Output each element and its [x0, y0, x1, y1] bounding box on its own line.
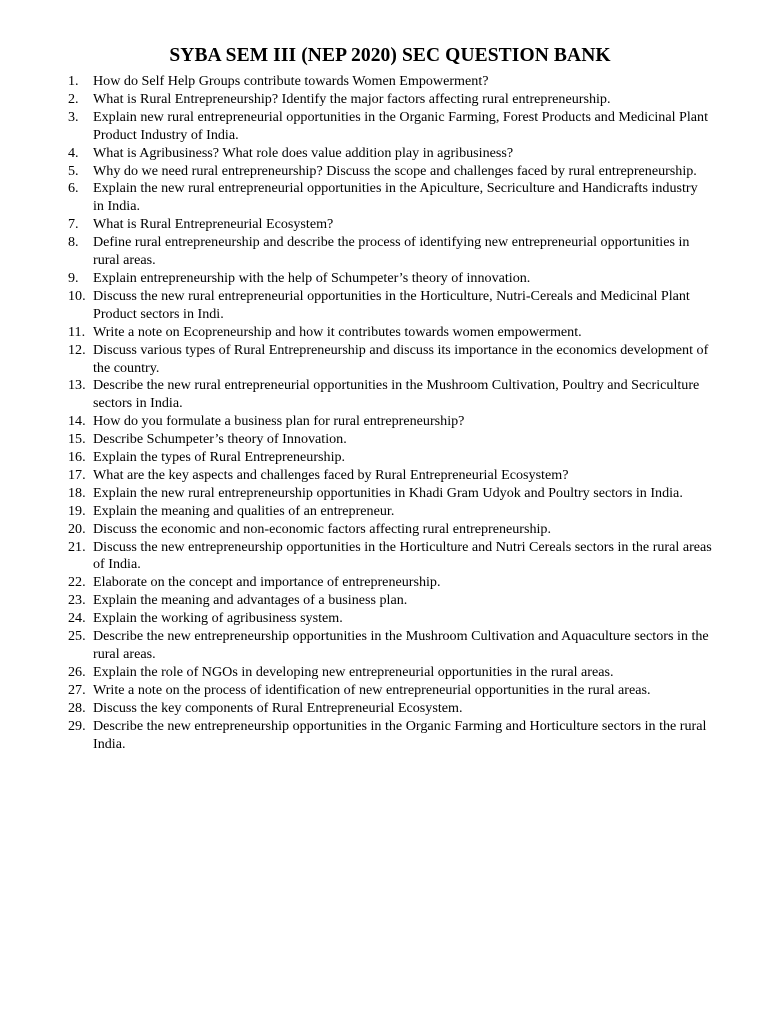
question-text: What is Agribusiness? What role does value addition play in agribusiness? — [93, 144, 514, 161]
question-text: Write a note on the process of identification of new entrepreneurial opportunities in the rural areas. — [93, 681, 651, 698]
question-number: 12. — [68, 341, 86, 358]
question-text: What is Rural Entrepreneurship? Identify the major factors affecting rural entrepreneurship. — [93, 90, 611, 107]
question-text: Describe Schumpeter’s theory of Innovation. — [93, 431, 347, 448]
question-text: What are the key aspects and challenges faced by Rural Entrepreneurial Ecosystem? — [93, 466, 569, 483]
question-number: 10. — [68, 287, 86, 304]
question-number: 26. — [68, 663, 86, 680]
question-text: Discuss the economic and non-economic factors affecting rural entrepreneurship. — [93, 520, 552, 537]
question-text: How do Self Help Groups contribute towards Women Empowerment? — [93, 73, 489, 89]
question-number: 9. — [68, 269, 79, 286]
question-number: 23. — [68, 592, 86, 609]
question-text: Describe the new entrepreneurship opportunities in the Organic Farming and Horticulture sectors in the rural India. — [93, 717, 707, 752]
question-number: 25. — [68, 628, 86, 645]
question-number: 1. — [68, 73, 79, 89]
question-number: 17. — [68, 466, 86, 483]
question-text: Discuss the new entrepreneurship opportunities in the Horticulture and Nutri Cereals sectors in the rural areas of India. — [93, 538, 712, 573]
question-number: 15. — [68, 431, 86, 448]
question-number: 5. — [68, 162, 79, 179]
question-item — [68, 503, 712, 521]
question-number: 28. — [68, 699, 86, 716]
question-text: Describe the new entrepreneurship opportunities in the Mushroom Cultivation and Aquaculture sectors in the rural areas. — [93, 628, 709, 662]
question-text: Explain the role of NGOs in developing new entrepreneurial opportunities in the rural areas. — [93, 663, 614, 680]
question-item — [68, 145, 712, 163]
question-item — [68, 592, 712, 610]
question-number: 3. — [68, 108, 79, 125]
question-item — [68, 718, 712, 754]
question-number: 18. — [68, 484, 86, 501]
question-number: 16. — [68, 449, 86, 466]
question-text: Explain the meaning and advantages of a business plan. — [93, 592, 408, 609]
question-text: What is Rural Entrepreneurial Ecosystem? — [93, 216, 334, 233]
question-number: 14. — [68, 413, 86, 430]
question-item — [68, 574, 712, 592]
question-item — [68, 413, 712, 431]
question-number: 21. — [68, 538, 86, 555]
question-item — [68, 682, 712, 700]
page-title: SYBA SEM III (NEP 2020) SEC QUESTION BANK — [169, 45, 611, 66]
question-item — [68, 234, 712, 270]
question-number: 11. — [68, 323, 86, 340]
question-number: 13. — [68, 377, 86, 394]
question-text: Define rural entrepreneurship and describe the process of identifying new entrepreneurial opportunities in rural areas. — [93, 234, 690, 269]
question-text: How do you formulate a business plan for rural entrepreneurship? — [93, 413, 465, 430]
question-text: Explain entrepreneurship with the help of Schumpeter’s theory of innovation. — [93, 269, 531, 286]
question-number: 20. — [68, 520, 86, 537]
question-text: Explain the meaning and qualities of an entrepreneur. — [93, 502, 395, 519]
question-text: Describe the new rural entrepreneurial opportunities in the Mushroom Cultivation, Poultry and Secriculture sectors in India. — [93, 377, 700, 412]
question-item — [68, 73, 712, 91]
question-text: Discuss various types of Rural Entrepreneurship and discuss its importance in the economics development of the country. — [93, 341, 709, 376]
question-item — [68, 449, 712, 467]
question-item — [68, 342, 712, 378]
question-number: 8. — [68, 234, 79, 251]
question-text: Write a note on Ecopreneurship and how it contributes towards women empowerment. — [93, 323, 582, 340]
question-text: Explain the types of Rural Entrepreneurship. — [93, 449, 346, 466]
question-item — [68, 610, 712, 628]
question-item — [68, 109, 712, 145]
question-text: Explain new rural entrepreneurial opportunities in the Organic Farming, Forest Products and Medicinal Plant Product Industry of India. — [93, 108, 709, 143]
question-item — [68, 216, 712, 234]
question-item — [68, 539, 712, 575]
question-number: 4. — [68, 144, 79, 161]
question-number: 24. — [68, 610, 86, 627]
question-number: 6. — [68, 180, 79, 197]
question-text: Why do we need rural entrepreneurship? Discuss the scope and challenges faced by rural entrepreneurship. — [93, 162, 697, 179]
question-list — [68, 73, 712, 753]
question-number: 2. — [68, 90, 79, 107]
question-item — [68, 270, 712, 288]
question-text: Explain the working of agribusiness system. — [93, 610, 343, 627]
question-item — [68, 163, 712, 181]
question-text: Explain the new rural entrepreneurial opportunities in the Apiculture, Secriculture and Handicrafts industry in India. — [93, 180, 698, 215]
question-number: 29. — [68, 717, 86, 734]
question-item — [68, 664, 712, 682]
question-number: 27. — [68, 681, 86, 698]
question-item — [68, 288, 712, 324]
question-text: Explain the new rural entrepreneurship opportunities in Khadi Gram Udyok and Poultry sectors in India. — [93, 484, 683, 501]
question-item — [68, 521, 712, 539]
question-item — [68, 324, 712, 342]
question-item — [68, 485, 712, 503]
question-text: Discuss the new rural entrepreneurial opportunities in the Horticulture, Nutri-Cereals and Medicinal Plant Product sectors in Indi. — [93, 287, 690, 322]
question-item — [68, 180, 712, 216]
question-number: 22. — [68, 574, 86, 591]
question-item — [68, 91, 712, 109]
question-text: Elaborate on the concept and importance of entrepreneurship. — [93, 574, 441, 591]
question-item — [68, 467, 712, 485]
question-item — [68, 377, 712, 413]
question-number: 7. — [68, 216, 79, 233]
question-item — [68, 700, 712, 718]
question-number: 19. — [68, 502, 86, 519]
question-item — [68, 431, 712, 449]
question-text: Discuss the key components of Rural Entrepreneurial Ecosystem. — [93, 699, 463, 716]
question-item — [68, 628, 712, 664]
